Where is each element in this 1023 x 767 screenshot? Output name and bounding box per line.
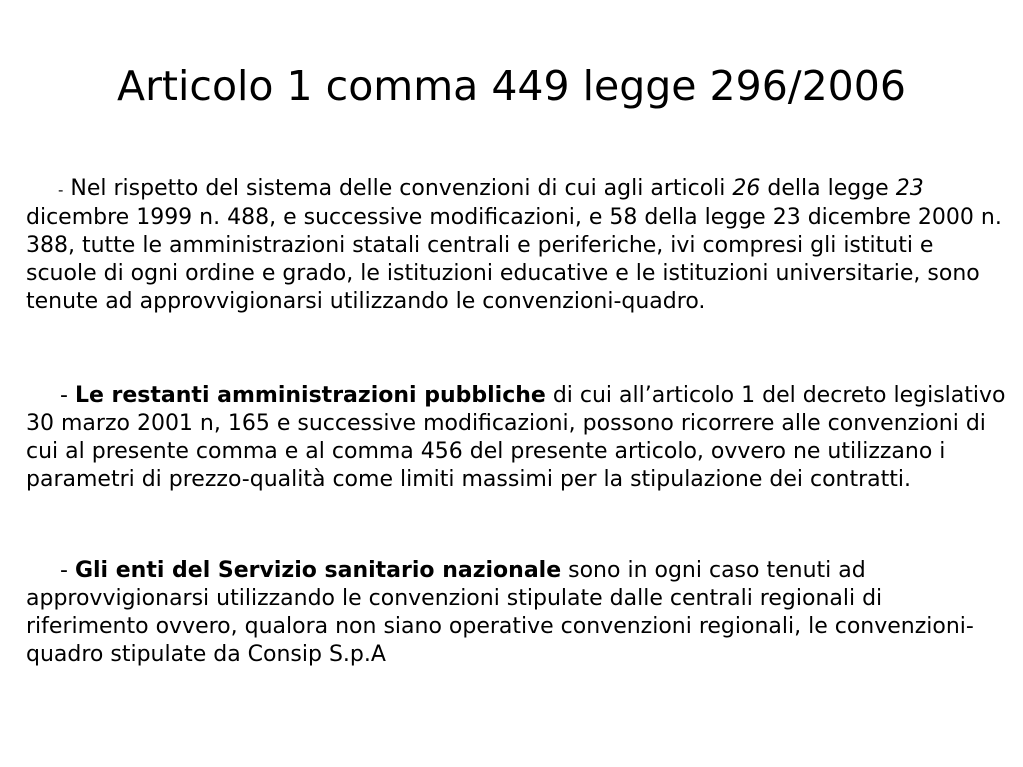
paragraph-1 bbox=[26, 175, 1008, 316]
paragraph-3-text: sono in ogni caso tenuti ad approvvigionarsi utilizzando le convenzioni stipulate dalle centrali regionali di riferimento ovvero, qualora non siano operative convenzioni regionali, le convenzioni-quadro stipulate da Consip S.p.A bbox=[26, 558, 974, 667]
bullet-dash: - bbox=[58, 181, 64, 199]
paragraph-2-text: di cui all’articolo 1 del decreto legislativo 30 marzo 2001 n, 165 e successive modificazioni, possono ricorrere alle convenzioni di cui al presente comma e al comma 456 del presente articolo, ovvero ne utilizzano i parametri di prezzo-qualità come limiti massimi per la stipulazione dei contratti. bbox=[26, 383, 1006, 492]
paragraph-1-italic-a: 26 bbox=[732, 176, 761, 201]
slide-title: Articolo 1 comma 449 legge 296/2006 bbox=[117, 62, 906, 110]
paragraph-2 bbox=[26, 382, 1008, 494]
paragraph-3 bbox=[26, 557, 1008, 669]
bullet-dash: - bbox=[60, 558, 75, 583]
paragraph-1-text-b: della legge bbox=[760, 176, 896, 201]
paragraph-1-italic-b: 23 bbox=[895, 176, 924, 201]
paragraph-2-bold: Le restanti amministrazioni pubbliche bbox=[74, 383, 546, 408]
bullet-dash: - bbox=[60, 383, 75, 408]
paragraph-1-text-a: Nel rispetto del sistema delle convenzioni di cui agli articoli bbox=[63, 176, 733, 201]
paragraph-1-text-c: dicembre 1999 n. 488, e successive modificazioni, e 58 della legge 23 dicembre 2000 n. 388, tutte le amministrazioni statali centrali e periferiche, ivi compresi gli istituti e scuole di ogni ordine e grado, le istituzioni educative e le istituzioni universitarie, sono tenute ad approvvigionarsi utilizzando le convenzioni-quadro. bbox=[26, 205, 1002, 314]
paragraph-3-bold: Gli enti del Servizio sanitario nazionale bbox=[74, 558, 562, 583]
